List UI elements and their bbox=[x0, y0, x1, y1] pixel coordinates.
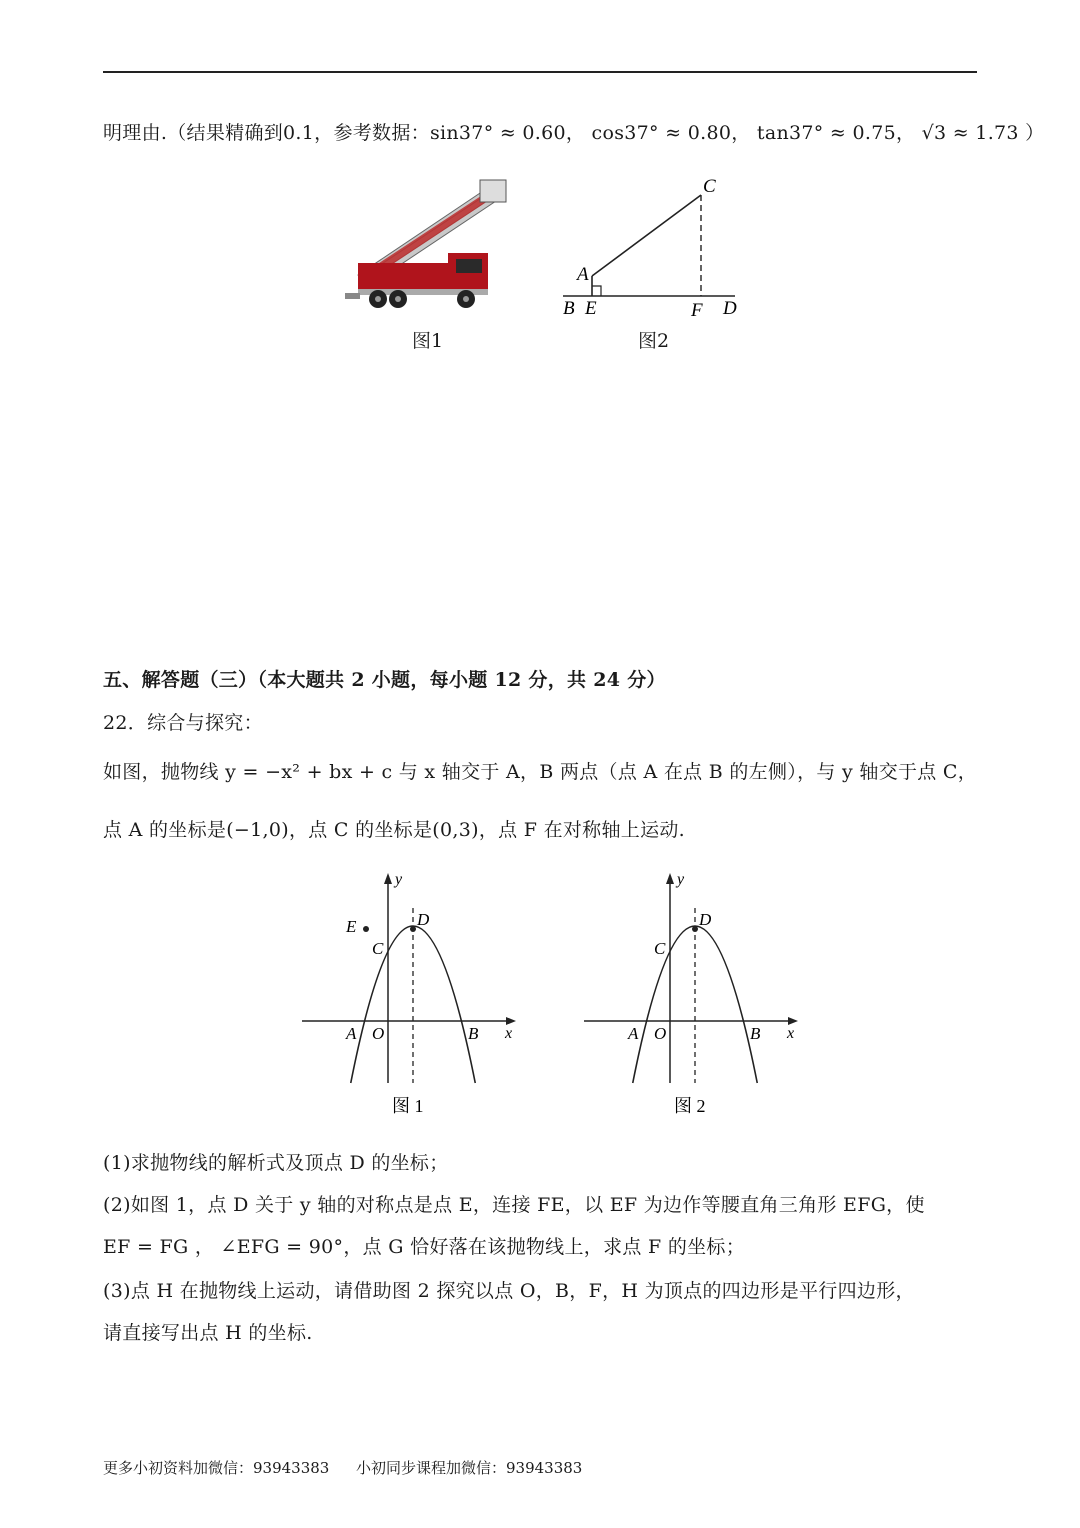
footer-right: 小初同步课程加微信：93943383 bbox=[356, 1459, 583, 1477]
label-E: E bbox=[585, 298, 597, 319]
ladder-bucket bbox=[480, 180, 506, 202]
graph1-label-A: A bbox=[346, 1024, 357, 1043]
graph2-label-B: B bbox=[750, 1024, 761, 1043]
header-rule bbox=[103, 71, 977, 73]
parabola-graph-1 bbox=[300, 868, 525, 1118]
graph1-label-C: C bbox=[372, 939, 384, 958]
q22-part2-line2: EF = FG ， ∠EFG = 90°，点 G 恰好落在该抛物线上，求点 F 的坐标； bbox=[103, 1236, 746, 1258]
figure2-caption: 图2 bbox=[638, 330, 670, 352]
q22-stem-line2: 点 A 的坐标是(−1,0)，点 C 的坐标是(0,3)，点 F 在对称轴上运动. bbox=[103, 819, 686, 841]
cab-window bbox=[456, 259, 482, 273]
graph2-caption: 图 2 bbox=[674, 1096, 706, 1116]
graph2-label-A: A bbox=[628, 1024, 639, 1043]
parabola-graph-2 bbox=[582, 868, 807, 1118]
graph2-label-O: O bbox=[654, 1024, 667, 1043]
q22-stem-line1: 如图，抛物线 y = −x² + bx + c 与 x 轴交于 A，B 两点（点 A 在点 B 的左侧），与 y 轴交于点 C， bbox=[103, 761, 978, 783]
graph1-label-B: B bbox=[468, 1024, 479, 1043]
graph2-label-D: D bbox=[699, 910, 712, 929]
label-F: F bbox=[691, 300, 703, 321]
graph2-label-y: y bbox=[677, 871, 685, 888]
fire-truck-image bbox=[340, 175, 515, 315]
q21-tail-text: 明理由.（结果精确到0.1，参考数据：sin37° ≈ 0.60， cos37° ≈ 0.80， tan37° ≈ 0.75， √3 ≈ 1.73 ） bbox=[103, 122, 1045, 144]
q22-part3-line1: (3)点 H 在抛物线上运动，请借助图 2 探究以点 O，B，F，H 为顶点的四边形是平行四边形， bbox=[103, 1280, 915, 1302]
graph1-label-D: D bbox=[417, 910, 430, 929]
figure1-caption: 图1 bbox=[412, 330, 444, 352]
label-A: A bbox=[577, 264, 589, 285]
graph1-label-O: O bbox=[372, 1024, 385, 1043]
label-D: D bbox=[723, 298, 737, 319]
q22-part1: (1)求抛物线的解析式及顶点 D 的坐标； bbox=[103, 1152, 449, 1174]
section5-heading: 五、解答题（三）（本大题共 2 小题，每小题 12 分，共 24 分） bbox=[103, 669, 666, 691]
label-B: B bbox=[563, 298, 575, 319]
graph2-label-x: x bbox=[787, 1025, 795, 1042]
graph1-label-y: y bbox=[395, 871, 403, 888]
graph1-caption: 图 1 bbox=[392, 1096, 424, 1116]
graph2-label-C: C bbox=[654, 939, 666, 958]
graph1-label-x: x bbox=[505, 1025, 513, 1042]
footer-left: 更多小初资料加微信：93943383 bbox=[103, 1459, 330, 1477]
geometry-figure bbox=[555, 170, 755, 330]
q22-part2-line1: (2)如图 1，点 D 关于 y 轴的对称点是点 E，连接 FE，以 EF 为边作等腰直角三角形 EFG，使 bbox=[103, 1194, 925, 1216]
q22-part3-line2: 请直接写出点 H 的坐标. bbox=[103, 1322, 313, 1344]
q22-title: 22．综合与探究： bbox=[103, 712, 263, 734]
label-C: C bbox=[703, 176, 716, 197]
graph1-label-E: E bbox=[346, 917, 357, 936]
